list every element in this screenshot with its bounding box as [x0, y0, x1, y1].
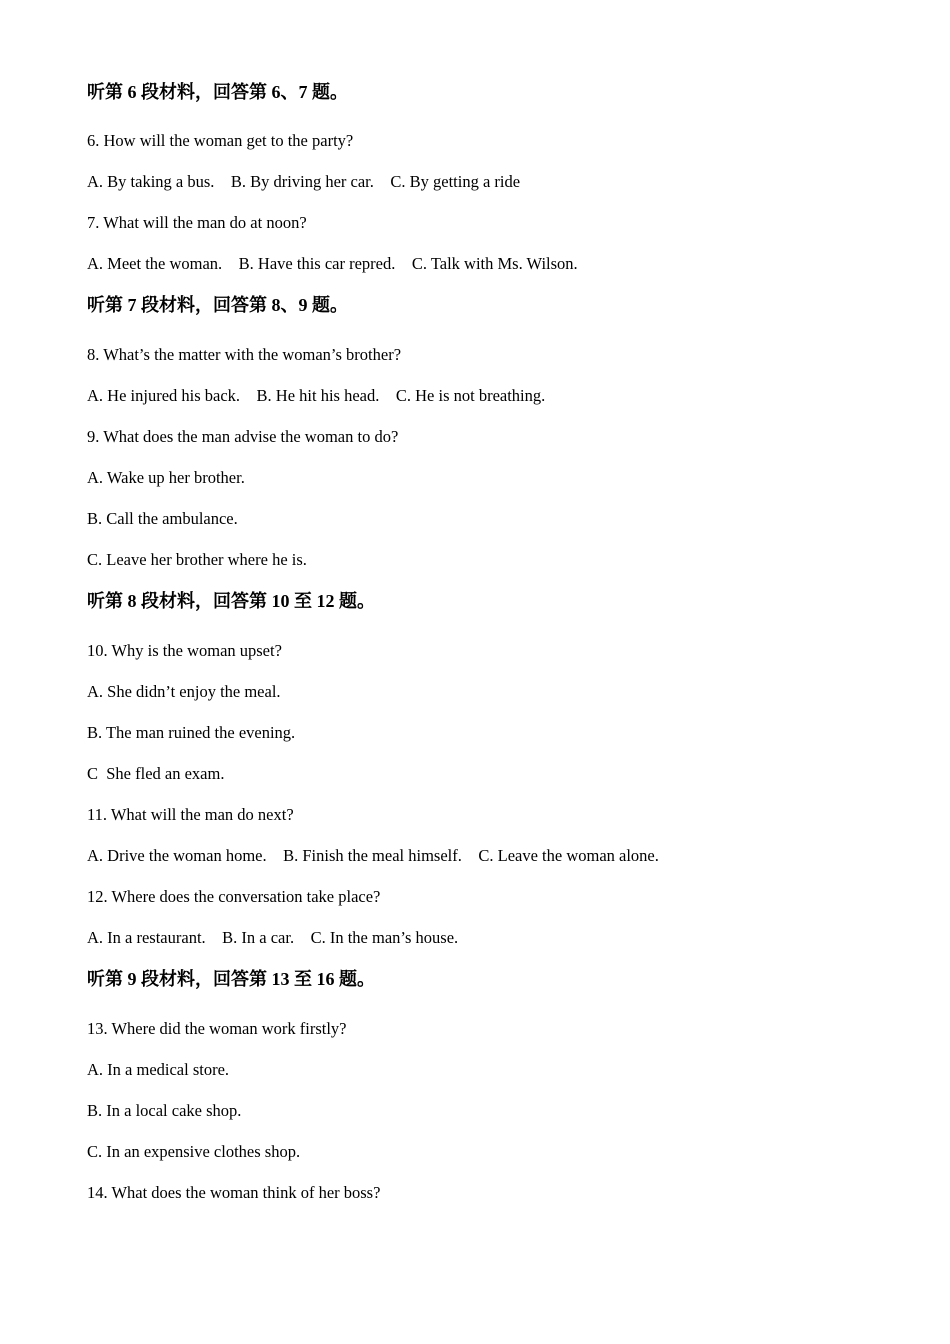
question-8: 8. What’s the matter with the woman’s brother? — [87, 345, 402, 364]
option-10b: B. The man ruined the evening. — [87, 723, 296, 742]
question-12: 12. Where does the conversation take place? — [87, 887, 381, 906]
options-12: A. In a restaurant. B. In a car. C. In the man’s house. — [87, 928, 459, 947]
option-9a: A. Wake up her brother. — [87, 468, 245, 487]
question-14: 14. What does the woman think of her boss? — [87, 1183, 381, 1202]
option-9c: C. Leave her brother where he is. — [87, 550, 307, 569]
question-9: 9. What does the man advise the woman to do? — [87, 427, 399, 446]
section-heading-8: 听第 8 段材料，回答第 10 至 12 题。 — [87, 591, 375, 611]
option-13c: C. In an expensive clothes shop. — [87, 1142, 301, 1161]
question-11: 11. What will the man do next? — [87, 805, 294, 824]
option-10c: C She fled an exam. — [87, 764, 225, 783]
question-10: 10. Why is the woman upset? — [87, 641, 282, 660]
option-10a: A. She didn’t enjoy the meal. — [87, 682, 281, 701]
section-heading-9: 听第 9 段材料，回答第 13 至 16 题。 — [87, 969, 375, 989]
options-7: A. Meet the woman. B. Have this car repred. C. Talk with Ms. Wilson. — [87, 254, 578, 273]
option-13a: A. In a medical store. — [87, 1060, 230, 1079]
section-heading-7: 听第 7 段材料，回答第 8、9 题。 — [87, 295, 348, 315]
option-9b: B. Call the ambulance. — [87, 509, 238, 528]
question-7: 7. What will the man do at noon? — [87, 213, 307, 232]
question-13: 13. Where did the woman work firstly? — [87, 1019, 347, 1038]
option-13b: B. In a local cake shop. — [87, 1101, 242, 1120]
options-8: A. He injured his back. B. He hit his head. C. He is not breathing. — [87, 386, 546, 405]
section-heading-6: 听第 6 段材料，回答第 6、7 题。 — [87, 82, 348, 102]
options-6: A. By taking a bus. B. By driving her car. C. By getting a ride — [87, 172, 521, 191]
options-11: A. Drive the woman home. B. Finish the meal himself. C. Leave the woman alone. — [87, 846, 659, 865]
question-6: 6. How will the woman get to the party? — [87, 131, 354, 150]
